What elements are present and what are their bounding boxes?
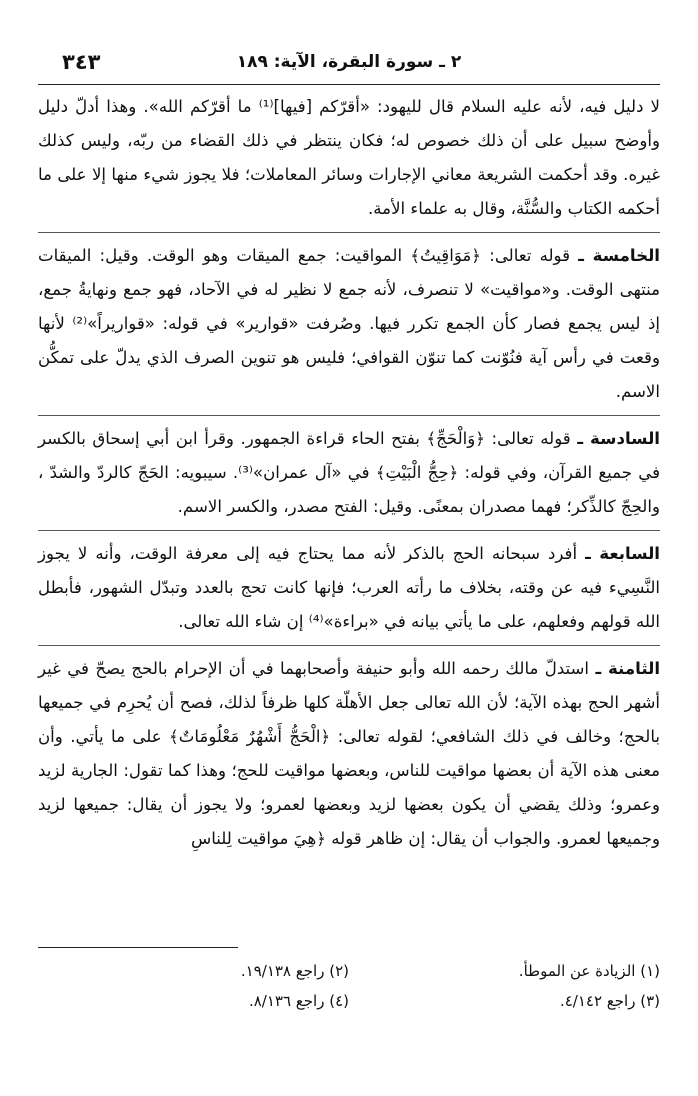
footnote-text: راجع ٨/١٣٦. [248, 992, 325, 1010]
paragraph-sixth [38, 422, 660, 524]
footnote-divider [38, 947, 238, 948]
footnote-text: راجع ٤/١٤٢. [559, 992, 636, 1010]
paragraph-divider [38, 645, 660, 646]
page-number: ٣٤٣ [62, 50, 101, 74]
paragraph-text: أفرد سبحانه الحج بالذكر لأنه مما يحتاج فيه إلى معرفة الوقت، وأنه لا يجوز النَّسِيء فيه عن وقته، بخلاف ما رأته العرب؛ فإنها كانت تحج بالعدد وتبدّل الشهور، فأبطل الله قولهم وفعلهم، على ما يأتي بيانه في «براءة»⁽⁴⁾ إن شاء الله تعالى. [38, 544, 660, 631]
paragraph-label: السادسة ـ [577, 429, 660, 448]
footnotes [38, 956, 660, 1016]
footnote-row [38, 986, 660, 1016]
paragraph-intro [38, 90, 660, 226]
footnote-1 [349, 956, 660, 986]
paragraph-text: استدلّ مالك رحمه الله وأبو حنيفة وأصحابهما في أن الإحرام بالحج يصحّ في غير أشهر الحج بهذه الآية؛ لأن الله تعالى جعل الأهلّة كلها ظرفاً لذلك، فصح أن يُحرِم في جميعها بالحج؛ وخالف في ذلك الشافعي؛ لقوله تعالى: ﴿الْحَجُّ أَشْهُرٌ مَعْلُومَاتٌ﴾ على ما يأتي. وأن معنى هذه الآية أن بعضها مواقيت للناس، وبعضها مواقيت للحج؛ وهذا كما تقول: الجارية لزيد وعمرو؛ وذلك يقضي أن يكون بعضها لزيد وبعضها لعمرو؛ ولا يجوز أن يقال: جميعها لزيد وجميعها لعمرو. والجواب أن يقال: إن ظاهر قوله ﴿هِيَ مواقيت لِلناسِ [38, 659, 660, 848]
footnote-row [38, 956, 660, 986]
paragraph-seventh [38, 537, 660, 639]
paragraph-text: قوله تعالى: ﴿مَوَاقِيتُ﴾ المواقيت: جمع الميقات وهو الوقت. وقيل: الميقات منتهى الوقت. و«مواقيت» لا تنصرف، لأنه جمع لا نظير له في الآحاد، فهو جمع ونهايةُ جمع، إذ ليس يجمع فصار كأن الجمع تكرر فيها. وصُرفت «قوارير» في قوله: «قواريراً»⁽²⁾ لأنها وقعت في رأس آية فنُوّنت كما تنوّن القوافي؛ فليس هو تنوين الصرف الذي يدلّ على تمكُّن الاسم. [38, 246, 661, 401]
paragraph-divider [38, 232, 660, 233]
paragraph-label: السابعة ـ [585, 544, 660, 563]
running-title: ٢ ـ سورة البقرة، الآية: ١٨٩ [236, 52, 462, 72]
footnote-number: (٣) [640, 992, 660, 1010]
paragraph-label: الخامسة ـ [578, 246, 660, 265]
page-header [38, 48, 660, 82]
footnote-text: راجع ١٩/١٣٨. [240, 962, 325, 980]
paragraph-text: لا دليل فيه، لأنه عليه السلام قال لليهود: «أقرّكم [فيها]⁽¹⁾ ما أقرّكم الله». وهذا أدلّ دليل وأوضح سبيل على أن ذلك خصوص له؛ فكان ينتظر في ذلك القضاء من ربّه، وليس كذلك غيره. وقد أحكمت الشريعة معاني الإجارات وسائر المعاملات؛ فلا يجوز شيء منها إلا على ما أحكمه الكتاب والسُّنَّة، وقال به علماء الأمة. [38, 97, 660, 218]
footnote-4 [38, 986, 349, 1016]
footnote-text: الزيادة عن الموطأ. [518, 962, 636, 980]
paragraph-fifth [38, 239, 660, 409]
footnote-2 [38, 956, 349, 986]
paragraph-label: الثامنة ـ [595, 659, 661, 678]
paragraph-divider [38, 415, 660, 416]
paragraph-divider [38, 530, 660, 531]
paragraph-eighth [38, 652, 660, 856]
header-divider [38, 84, 660, 85]
footnote-number: (١) [640, 962, 660, 980]
footnote-number: (٤) [329, 992, 349, 1010]
footnote-3 [349, 986, 660, 1016]
page-body [38, 90, 660, 856]
footnote-number: (٢) [329, 962, 349, 980]
paragraph-text: قوله تعالى: ﴿وَالْحَجِّ﴾ بفتح الحاء قراءة الجمهور. وقرأ ابن أبي إسحاق بالكسر في جميع القرآن، وفي قوله: ﴿حِجُّ الْبَيْتِ﴾ في «آل عمران»⁽³⁾. سيبويه: الحَجّ كالردّ والشدّ ، والحِجّ كالذِّكر؛ فهما مصدران بمعنًى. وقيل: الفتح مصدر، والكسر الاسم. [38, 429, 661, 516]
